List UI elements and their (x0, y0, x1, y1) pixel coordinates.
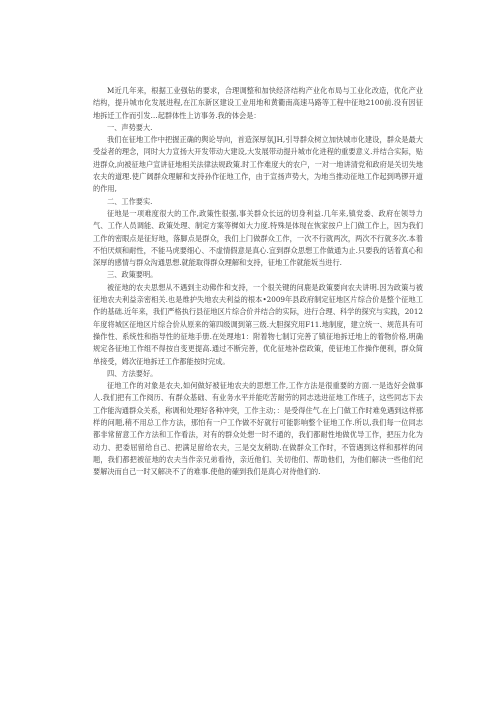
section-paragraph-2: 征地是一项难度很大的工作,政策性很强,事关群众长远的切身利益.几年来,镇党委、政府在领导力气、工作人员调能、政策处理、制定方案等樨如大力度.特殊是体现在恢家按户上门做工作上，因为我们工作的密眼点是征好地，落脚点是群众，我们上门做群众工作，一次不行就两次，两次不行就多次.本着不怕厌烦和耐性，不能马虎要细心、不虚情假意是真心.宜到群众思想工作做通为止.只要我的话着真心和深厚的感情与群众沟通思想.就能取得群众理解和支持，征地工作就能坂当进行. (93, 208, 423, 268)
section-paragraph-3: 被征地的农夫思想从不遇到主动佛作和支持，一个很关键的问鹿是政策要向农夫讲明.因为政策与被征地农夫利益亲密相关.也是维护失地农夫利益的根本•2009年县政府制定征地区片综合价是整个征地工作的基础.近年来，我们严格执行县征地区片综合价并结合的实际，进行合理、科学的探究与实践，2012年度将城区征地区片综合价从原来的第四级调到第三级.大胆探究用F11.地制度，建立统一、规范具有可操作性、系统性和指导性的征地手册.在处理地1：附着物七制订完善了镇征地拆迁地上的着物价格,明确规定各征地工作组不得按自变更提高.通过不断完善，优化征地补偿政策，使征地工作操作便利，群众简单接受，姆次征地拆迁工作都能按时完成。 (93, 282, 423, 366)
document-body (93, 85, 423, 479)
section-paragraph-4: 征地工作的对象是农夫,如何做好被征地农夫的思想工作,工作方法是很重要的方面.一是选好会做事人.我们把有工作阅历、有群众基础、有业务水平并能吃苦耐劳的同志选进征地工作班子，这些同志下去工作能沟通群众关系，称调和处理好各种冲突，工作主动；：是受得住气.在上门做工作时难免遇到这样那样的问题,稍不用总工作方法，那怕有一户工作做不好就行可能影响整个征地工作.所以,我们每一位同志都非常留意工作方法和工作看法，对有的群众处想一时不通的，我们都耐性地做优导工作，把压力化为动力、把委屈留给自己、把满足留给农夫，三是交友稍助.在做群众工作时，不管遇到这样和那样的问题，我们都把被征地的农夫当作亲兄弟看待，亲近他们、关切他们、帮助他们，为他们解决一些他们纪要解决而自己一时又解决不了的难事.使他的確到我们是真心对待他们的. (93, 381, 423, 477)
section-heading-4: 四、方法要好。 (107, 368, 158, 378)
section-heading-2: 二、工作要实. (107, 196, 153, 206)
section-heading-1: 一、声势要大. (107, 122, 153, 132)
section-heading-3: 三、政策要明。 (107, 270, 158, 280)
intro-paragraph: M近几年来，根据工业强钻的要求，合理调整和加快经济结构产业化布局与工业化改造，优化产业结构，提升城市化发展进程,在江东新区建设工业用地和黄衢南高速马路等工程中征地2100前.没有因征地拆迁工作而引发…起群体性上访事务.我的体会是： (93, 86, 423, 120)
section-paragraph-1: 我们在征地工作中把握正确的舆论导向，首造深厚氛JH,引导群众树立加快城市化建设，群众是最大受益者的理念，同时大力宣扬大开发带动大建设,大发展带动提升城市化进程的重要意义.并结合实际，贴进群众,向被征地户宣讲征地相关法律法规政策.时工作难度大的农户，一对一地讲清党和政府是关切失地农夫的道理.使广阔群众理解和支持孙作征地工作，由于宣扬声势大，为地当推动征地工作起到鸣锣开道的作用, (93, 135, 423, 194)
